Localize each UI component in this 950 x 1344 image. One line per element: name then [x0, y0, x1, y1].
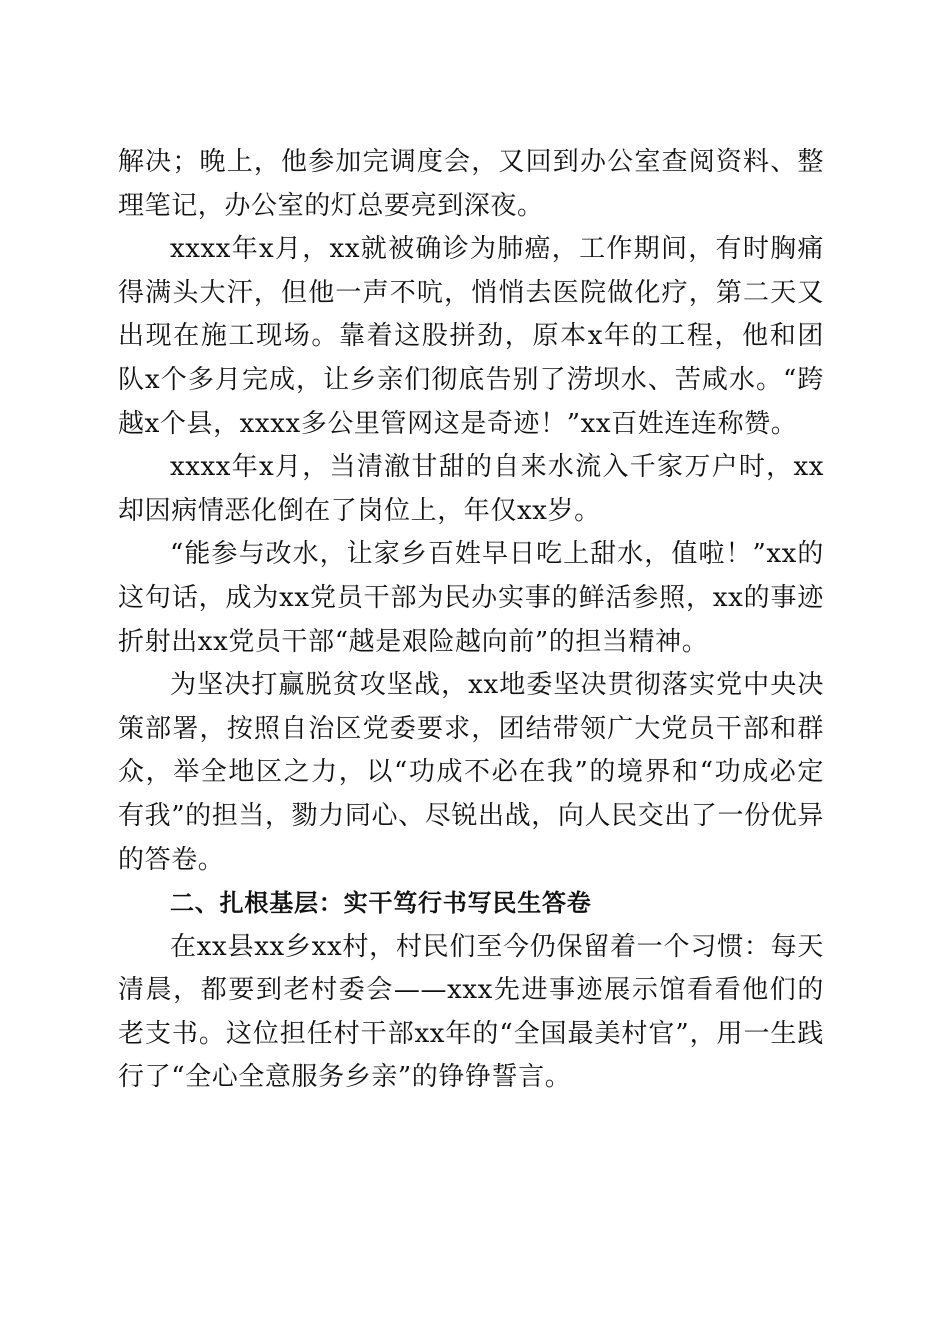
paragraph-diagnosis: xxxx年x月，xx就被确诊为肺癌，工作期间，有时胸痛得满头大汗，但他一声不吭，悄悄去医院做化疗，第二天又出现在施工现场。靠着这股拼劲，原本x年的工程，他和团队x个多月完成，让乡亲们彻底告别了涝坝水、苦咸水。“跨越x个县，xxxx多公里管网这是奇迹！”xx百姓连连称赞。 — [118, 234, 824, 439]
document-body — [118, 141, 824, 1100]
paragraph-village-secretary: 在xx县xx乡xx村，村民们至今仍保留着一个习惯：每天清晨，都要到老村委会——xxx先进事迹展示馆看看他们的老支书。这位担任村干部xx年的“全国最美村官”，用一生践行了“全心全意服务乡亲”的铮铮誓言。 — [118, 931, 824, 1093]
paragraph-passing: xxxx年x月，当清澈甘甜的自来水流入千家万户时，xx却因病情恶化倒在了岗位上，年仅xx岁。 — [118, 452, 824, 526]
paragraph-quote: “能参与改水，让家乡百姓早日吃上甜水，值啦！”xx的这句话，成为xx党员干部为民办实事的鲜活参照，xx的事迹折射出xx党员干部“越是艰险越向前”的担当精神。 — [118, 539, 824, 657]
paragraph-poverty-alleviation: 为坚决打赢脱贫攻坚战，xx地委坚决贯彻落实党中央决策部署，按照自治区党委要求，团结带领广大党员干部和群众，举全地区之力，以“功成不必在我”的境界和“功成必定有我”的担当，勠力同心、尽锐出战，向人民交出了一份优异的答卷。 — [118, 670, 824, 875]
section-heading: 二、扎根基层：实干笃行书写民生答卷 — [170, 889, 592, 918]
paragraph-continuation: 解决；晚上，他参加完调度会，又回到办公室查阅资料、整理笔记，办公室的灯总要亮到深夜。 — [118, 147, 824, 221]
